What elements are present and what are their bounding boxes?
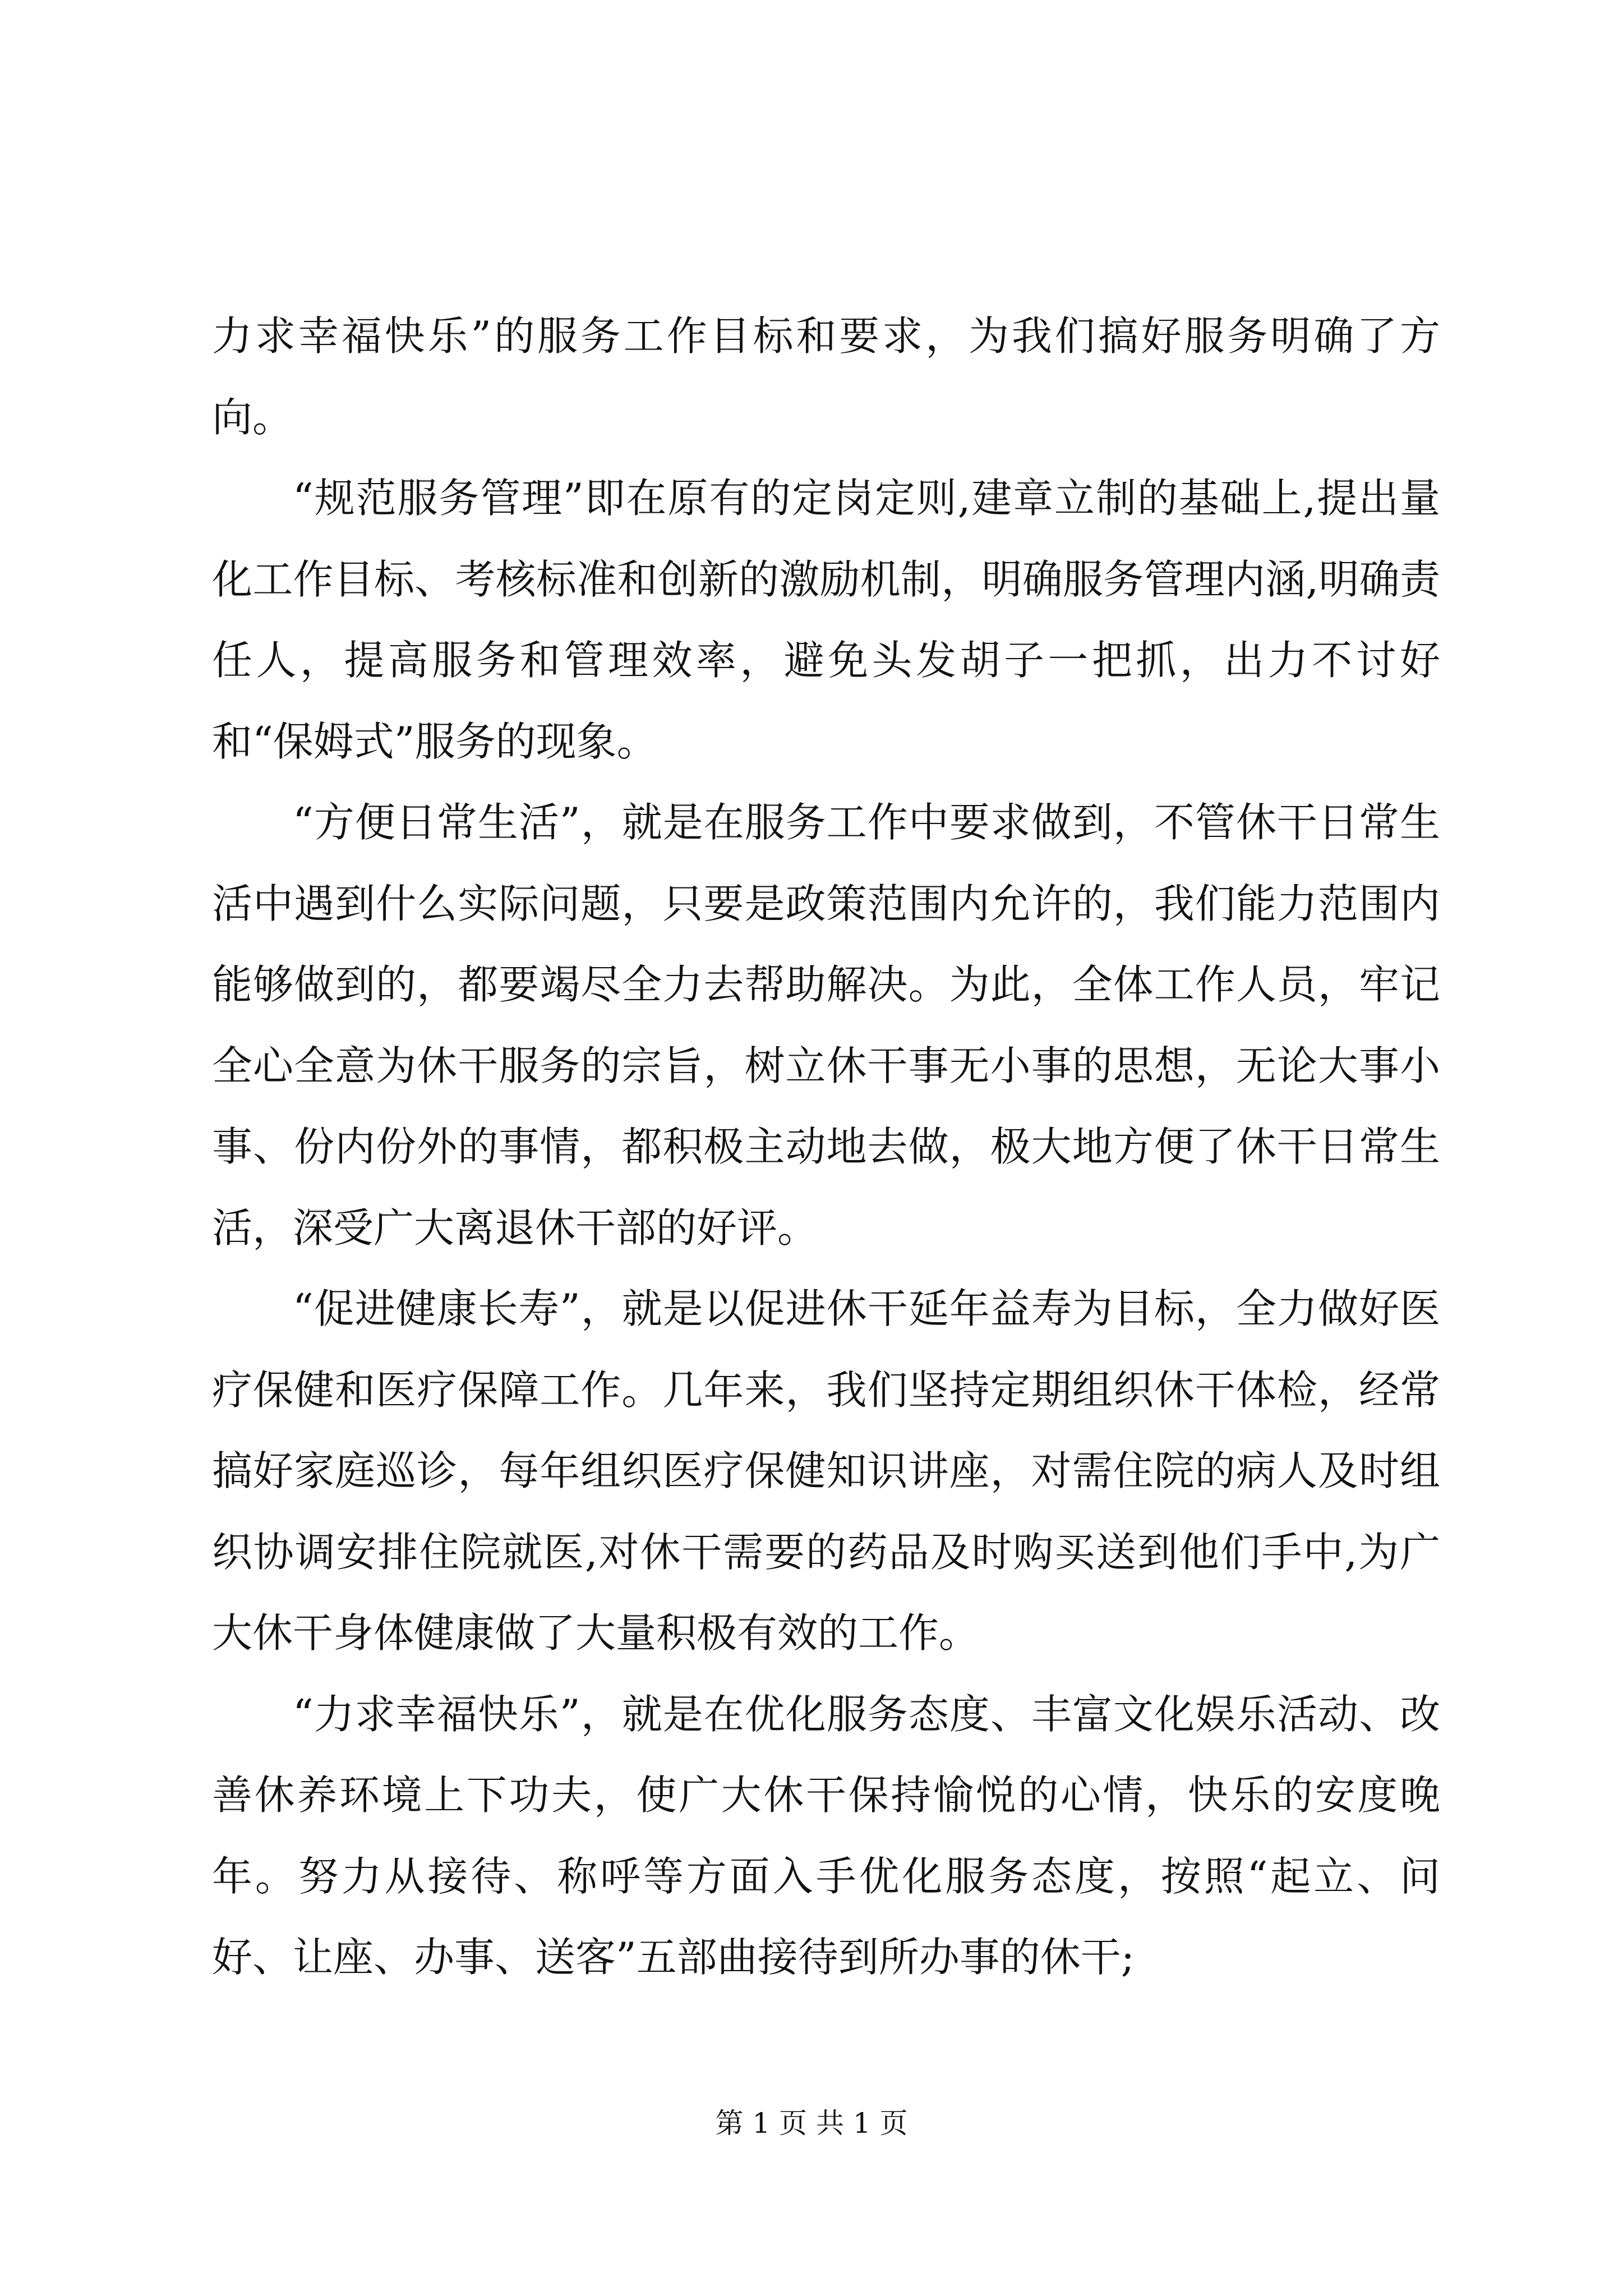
paragraph-3: “方便日常生活”，就是在服务工作中要求做到，不管休干日常生活中遇到什么实际问题，只要是政策范围内允许的，我们能力范围内能够做到的，都要竭尽全力去帮助解决。为此，全体工作人员，牢记全心全意为休干服务的宗旨，树立休干事无小事的思想，无论大事小事、份内份外的事情，都积极主动地去做，极大地方便了休干日常生活，深受广大离退休干部的好评。 — [212, 799, 1440, 1251]
document-body — [212, 296, 1440, 1998]
paragraph-1: 力求幸福快乐”的服务工作目标和要求，为我们搞好服务明确了方向。 — [212, 312, 1440, 441]
paragraph-2: “规范服务管理”即在原有的定岗定则,建章立制的基础上,提出量化工作目标、考核标准和创新的激励机制，明确服务管理内涵,明确责任人，提高服务和管理效率，避免头发胡子一把抓，出力不讨好和“保姆式”服务的现象。 — [212, 475, 1440, 765]
page-number-label: 第 1 页 共 1 页 — [715, 2107, 908, 2139]
paragraph-4: “促进健康长寿”，就是以促进休干延年益寿为目标，全力做好医疗保健和医疗保障工作。几年来，我们坚持定期组织休干体检，经常搞好家庭巡诊，每年组织医疗保健知识讲座，对需住院的病人及时组织协调安排住院就医,对休干需要的药品及时购买送到他们手中,为广大休干身体健康做了大量积极有效的工作。 — [212, 1285, 1440, 1657]
page-footer — [0, 2106, 1623, 2140]
paragraph-5: “力求幸福快乐”，就是在优化服务态度、丰富文化娱乐活动、改善休养环境上下功夫，使广大休干保持愉悦的心情，快乐的安度晚年。努力从接待、称呼等方面入手优化服务态度，按照“起立、问好、让座、办事、送客”五部曲接待到所办事的休干; — [212, 1690, 1440, 1981]
